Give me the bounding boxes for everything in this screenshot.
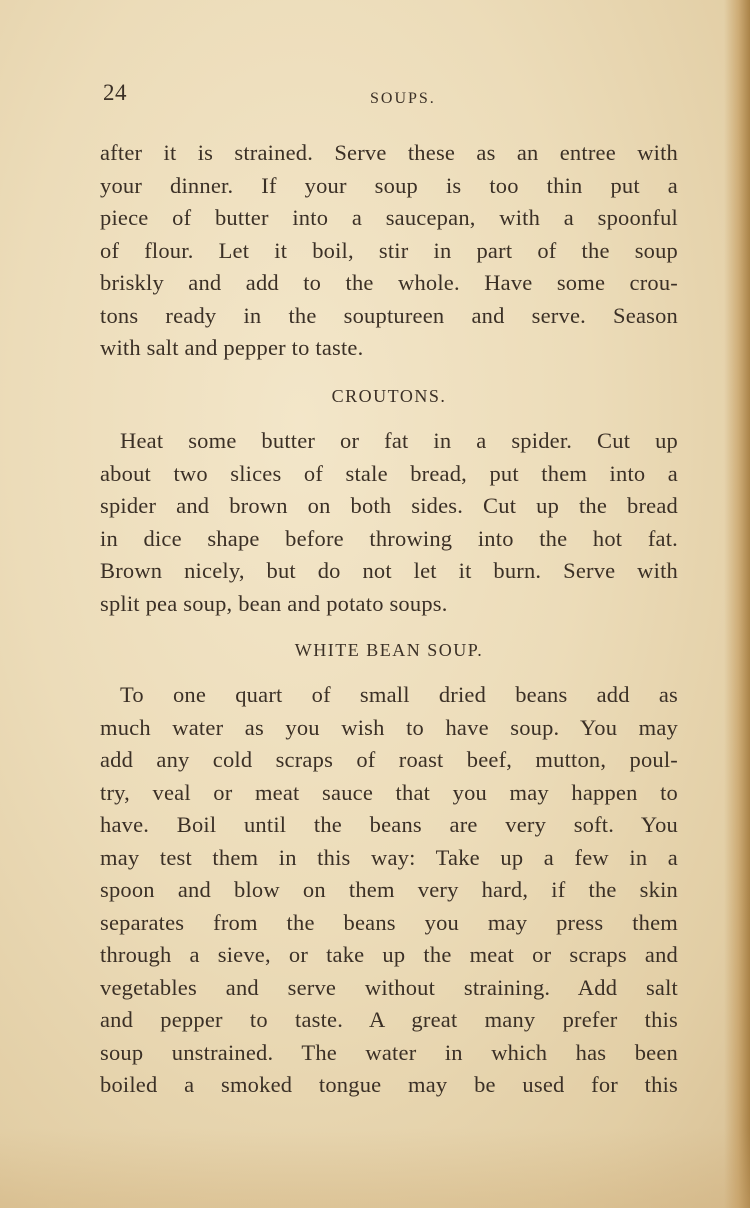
text-line: may test them in this way: Take up a few in a (100, 844, 678, 870)
page-edge-shadow (724, 0, 750, 1208)
text-line: after it is strained. Serve these as an entree with (100, 140, 678, 165)
text-line: Brown nicely, but do not let it burn. Serve with (100, 558, 678, 583)
page-header (100, 80, 680, 120)
text-line: tons ready in the souptureen and serve. Season (100, 302, 678, 328)
text-line: spoon and blow on them very hard, if the skin (100, 877, 678, 902)
text-line: soup unstrained. The water in which has been (100, 1039, 678, 1065)
text-line: much water as you wish to have soup. You may (100, 714, 678, 740)
text-line: spider and brown on both sides. Cut up the bread (100, 493, 678, 518)
running-head: SOUPS. (370, 90, 436, 107)
paragraph-croutons (100, 425, 678, 620)
section-heading-croutons: CROUTONS. (331, 386, 447, 406)
text-line: piece of butter into a saucepan, with a spoonful (100, 205, 678, 230)
text-line: your dinner. If your soup is too thin put a (100, 172, 678, 198)
text-line: through a sieve, or take up the meat or scraps and (100, 942, 678, 967)
text-line: about two slices of stale bread, put them into a (100, 460, 678, 486)
text-line: of flour. Let it boil, stir in part of the soup (100, 237, 678, 263)
text-line: in dice shape before throwing into the hot fat. (100, 525, 678, 551)
text-line: boiled a smoked tongue may be used for this (100, 1072, 678, 1097)
text-line: split pea soup, bean and potato soups. (100, 590, 448, 616)
paragraph-strained-soup (100, 137, 678, 365)
text-line: add any cold scraps of roast beef, mutton, poul- (100, 747, 678, 772)
text-line: Heat some butter or fat in a spider. Cut up (120, 428, 678, 453)
page-bottom-shadow (0, 1128, 750, 1208)
text-line: with salt and pepper to taste. (100, 335, 364, 360)
section-heading-white-bean-soup: WHITE BEAN SOUP. (294, 640, 484, 660)
text-line: vegetables and serve without straining. Add salt (100, 974, 678, 1000)
text-line: To one quart of small dried beans add as (120, 682, 678, 707)
text-line: and pepper to taste. A great many prefer this (100, 1007, 678, 1032)
text-line: try, veal or meat sauce that you may happen to (100, 779, 678, 805)
page-number: 24 (103, 80, 127, 105)
text-line: have. Boil until the beans are very soft. You (100, 812, 678, 837)
text-line: separates from the beans you may press them (100, 909, 678, 935)
paragraph-white-bean-soup (100, 679, 678, 1102)
text-line: briskly and add to the whole. Have some crou- (100, 270, 678, 295)
